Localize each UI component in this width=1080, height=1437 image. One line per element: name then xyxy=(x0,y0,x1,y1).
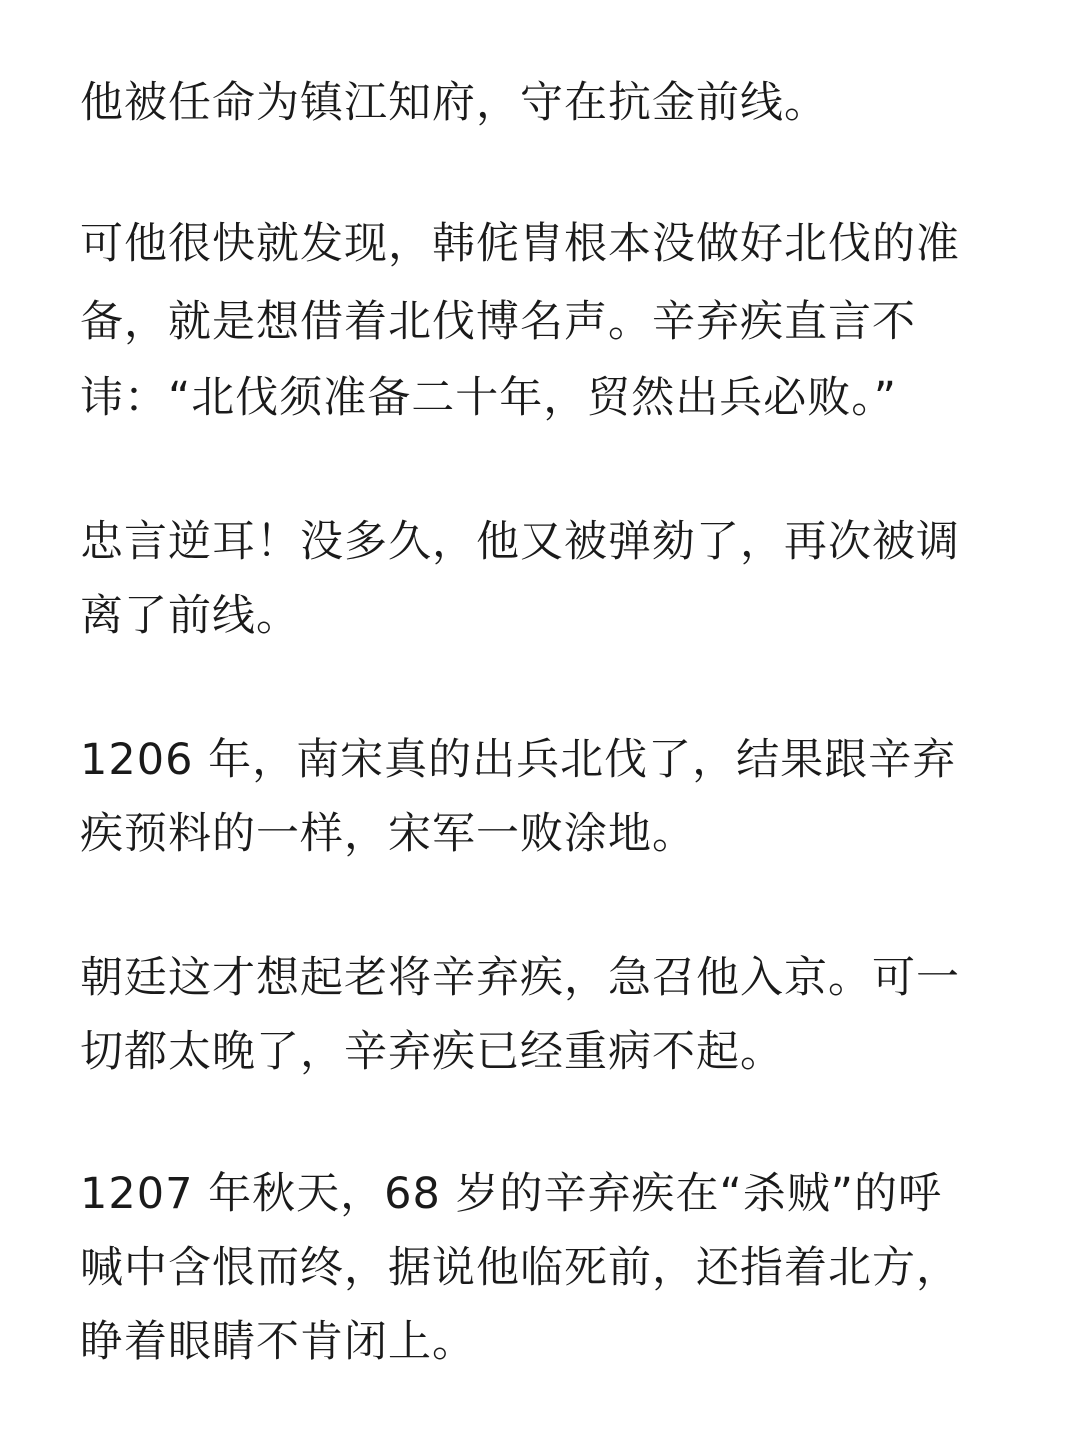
text-line: 1207 年秋天，68 岁的辛弃疾在“杀贼”的呼 xyxy=(80,1169,943,1219)
text-line: 备，就是想借着北伐博名声。辛弃疾直言不 xyxy=(80,297,916,347)
text-line: 睁着眼睛不肯闭上。 xyxy=(80,1317,476,1367)
text-line: 离了前线。 xyxy=(80,591,300,641)
text-line: 朝廷这才想起老将辛弃疾，急召他入京。可一 xyxy=(80,953,960,1003)
text-line: 可他很快就发现，韩侂胄根本没做好北伐的准 xyxy=(80,219,960,269)
text-line: 忠言逆耳！没多久，他又被弹劾了，再次被调 xyxy=(80,517,960,567)
text-line: 喊中含恨而终，据说他临死前，还指着北方， xyxy=(80,1243,960,1293)
text-line: 1206 年，南宋真的出兵北伐了，结果跟辛弃 xyxy=(80,735,957,785)
text-line: 讳：“北伐须准备二十年，贸然出兵必败。” xyxy=(80,373,898,423)
text-line: 切都太晚了，辛弃疾已经重病不起。 xyxy=(80,1027,784,1077)
text-line: 疾预料的一样，宋军一败涂地。 xyxy=(80,809,696,859)
text-line: 他被任命为镇江知府，守在抗金前线。 xyxy=(80,78,828,128)
